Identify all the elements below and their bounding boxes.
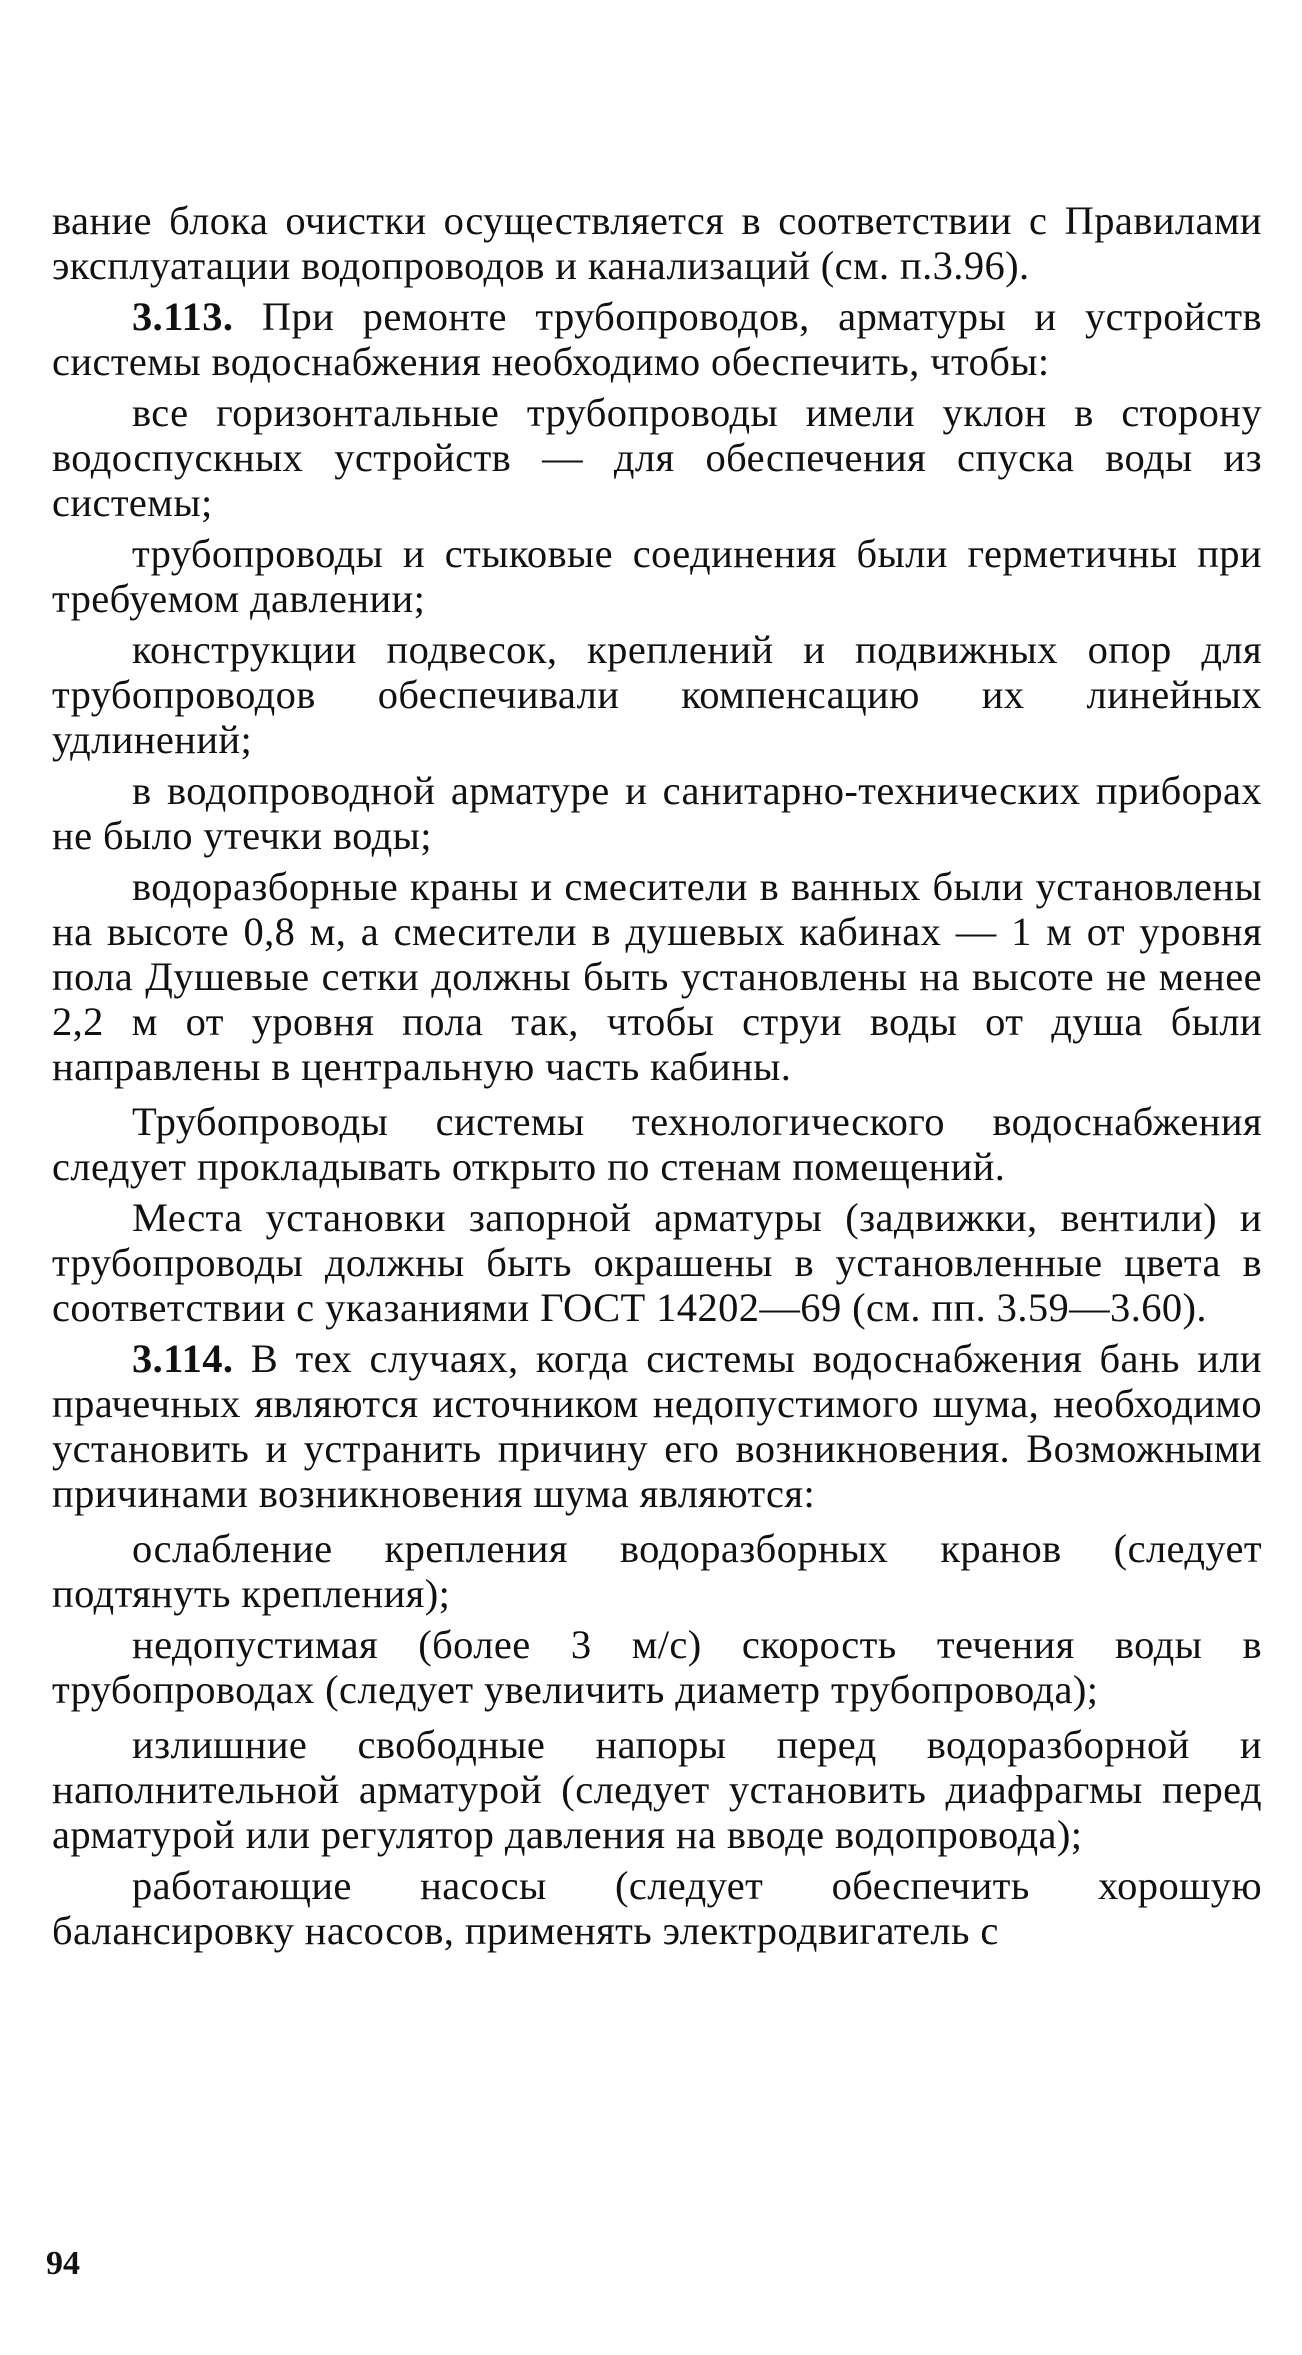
list-item-slope: [52, 390, 1262, 525]
paragraph-text: трубопроводы и стыковые соединения были герметичны при требуемом давлении;: [52, 531, 1262, 621]
list-item-supports: [52, 627, 1262, 762]
list-item-tightness: [52, 531, 1262, 621]
clause-3-114: [52, 1336, 1262, 1516]
list-item-flow-speed: [52, 1622, 1262, 1712]
paragraph-text: ослабление крепления водоразборных кранов (следует подтянуть крепления);: [52, 1526, 1262, 1616]
paragraph-continuation: [52, 198, 1262, 288]
paragraph-technological-water: [52, 1099, 1262, 1189]
clause-number: 3.113.: [132, 294, 234, 339]
list-item-loose-taps: [52, 1526, 1262, 1616]
paragraph-text: работающие насосы (следует обеспечить хорошую балансировку насосов, применять электродвигатель с: [52, 1863, 1262, 1953]
paragraph-text: водоразборные краны и смесители в ванных были установлены на высоте 0,8 м, а смесители в душевых кабинах — 1 м от уровня пола Душевые сетки должны быть установлены на высоте не менее 2,2 м от уровня пола так, чтобы струи воды от душа были направлены в центральную часть кабины.: [52, 864, 1262, 1089]
clause-number: 3.114.: [132, 1336, 234, 1381]
list-item-taps-height: [52, 864, 1262, 1089]
document-page: [52, 198, 1262, 1959]
paragraph-text: вание блока очистки осуществляется в соответствии с Правилами эксплуатации водопроводов и канализаций (см. п.3.96).: [52, 198, 1262, 288]
paragraph-text: в водопроводной арматуре и санитарно-технических приборах не было утечки воды;: [52, 768, 1262, 858]
paragraph-text: Места установки запорной арматуры (задвижки, вентили) и трубопроводы должны быть окрашены в установленные цвета в соответствии с указаниями ГОСТ 14202—69 (см. пп. 3.59—3.60).: [52, 1195, 1262, 1330]
list-item-leaks: [52, 768, 1262, 858]
clause-3-113: [52, 294, 1262, 384]
paragraph-text: В тех случаях, когда системы водоснабжения бань или прачечных являются источником недопустимого шума, необходимо установить и устранить причину его возникновения. Возможными причинами возникновения шума являются:: [52, 1336, 1262, 1516]
list-item-excess-pressure: [52, 1722, 1262, 1857]
page-number: 94: [46, 2245, 80, 2282]
paragraph-text: конструкции подвесок, креплений и подвижных опор для трубопроводов обеспечивали компенсацию их линейных удлинений;: [52, 627, 1262, 762]
paragraph-text: все горизонтальные трубопроводы имели уклон в сторону водоспускных устройств — для обеспечения спуска воды из системы;: [52, 390, 1262, 525]
paragraph-text: Трубопроводы системы технологического водоснабжения следует прокладывать открыто по стенам помещений.: [52, 1099, 1262, 1189]
paragraph-valve-colors: [52, 1195, 1262, 1330]
paragraph-text: При ремонте трубопроводов, арматуры и устройств системы водоснабжения необходимо обеспечить, чтобы:: [52, 294, 1262, 384]
paragraph-text: излишние свободные напоры перед водоразборной и наполнительной арматурой (следует установить диафрагмы перед арматурой или регулятор давления на вводе водопровода);: [52, 1722, 1262, 1857]
list-item-pumps: [52, 1863, 1262, 1953]
paragraph-text: недопустимая (более 3 м/с) скорость течения воды в трубопроводах (следует увеличить диаметр трубопровода);: [52, 1622, 1262, 1712]
